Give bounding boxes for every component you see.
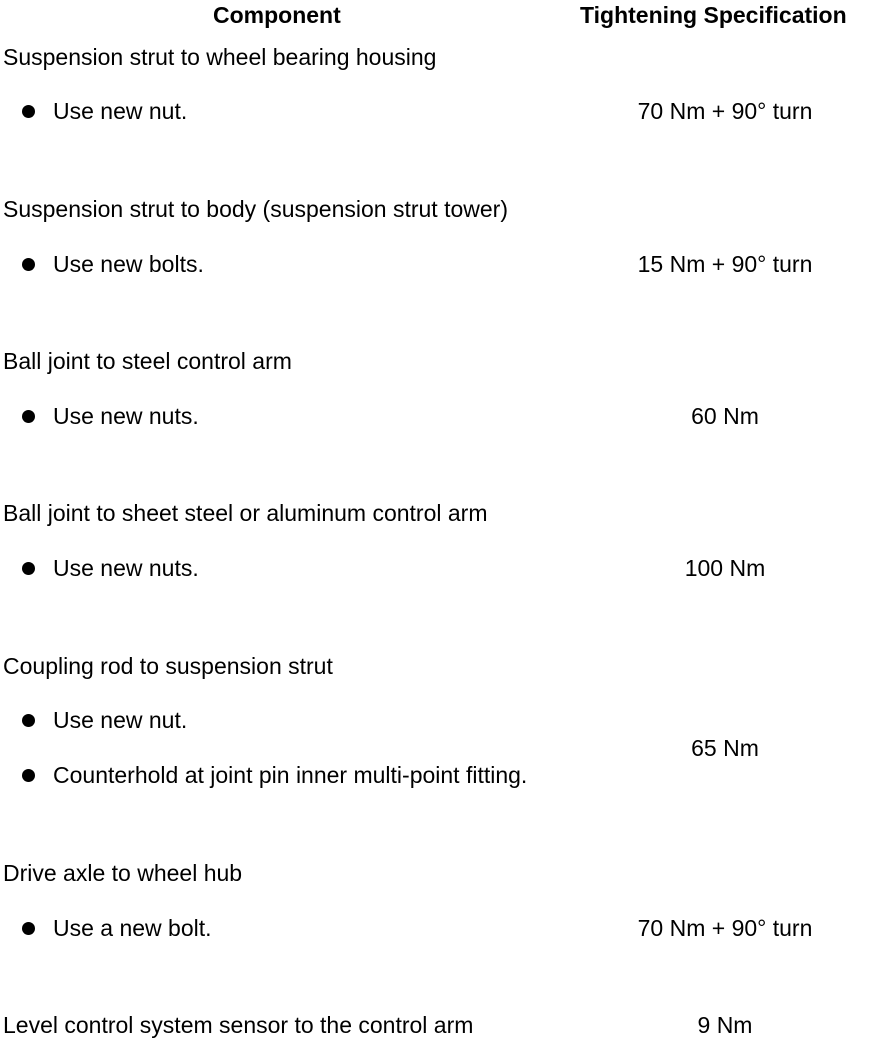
- note-text: Use new nuts.: [53, 555, 199, 581]
- bullet-icon: [22, 562, 35, 575]
- tightening-spec-value: 100 Nm: [684, 555, 766, 581]
- note-text: Use new nut.: [53, 98, 188, 124]
- component-label: Ball joint to sheet steel or aluminum control arm: [3, 500, 488, 526]
- bullet-icon: [22, 105, 35, 118]
- tightening-spec-value: 70 Nm + 90° turn: [637, 915, 813, 941]
- component-label: Suspension strut to wheel bearing housing: [3, 44, 437, 70]
- column-header-specification: Tightening Specification: [580, 2, 847, 28]
- note-text: Use a new bolt.: [53, 915, 212, 941]
- bullet-icon: [22, 714, 35, 727]
- bullet-icon: [22, 922, 35, 935]
- component-label: Ball joint to steel control arm: [3, 348, 292, 374]
- component-label: Drive axle to wheel hub: [3, 860, 243, 886]
- note-text: Counterhold at joint pin inner multi-point fitting.: [53, 762, 528, 788]
- tightening-spec-value: 15 Nm + 90° turn: [637, 251, 813, 277]
- tightening-spec-value: 70 Nm + 90° turn: [637, 98, 813, 124]
- note-text: Use new nut.: [53, 707, 188, 733]
- tightening-spec-value: 9 Nm: [697, 1012, 753, 1038]
- note-text: Use new bolts.: [53, 251, 204, 277]
- tightening-spec-value: 65 Nm: [691, 735, 759, 761]
- component-label: Level control system sensor to the control arm: [3, 1012, 474, 1038]
- note-text: Use new nuts.: [53, 403, 199, 429]
- column-header-component: Component: [213, 2, 341, 28]
- bullet-icon: [22, 410, 35, 423]
- tightening-spec-value: 60 Nm: [691, 403, 759, 429]
- bullet-icon: [22, 258, 35, 271]
- bullet-icon: [22, 769, 35, 782]
- component-label: Suspension strut to body (suspension strut tower): [3, 196, 508, 222]
- component-label: Coupling rod to suspension strut: [3, 653, 333, 679]
